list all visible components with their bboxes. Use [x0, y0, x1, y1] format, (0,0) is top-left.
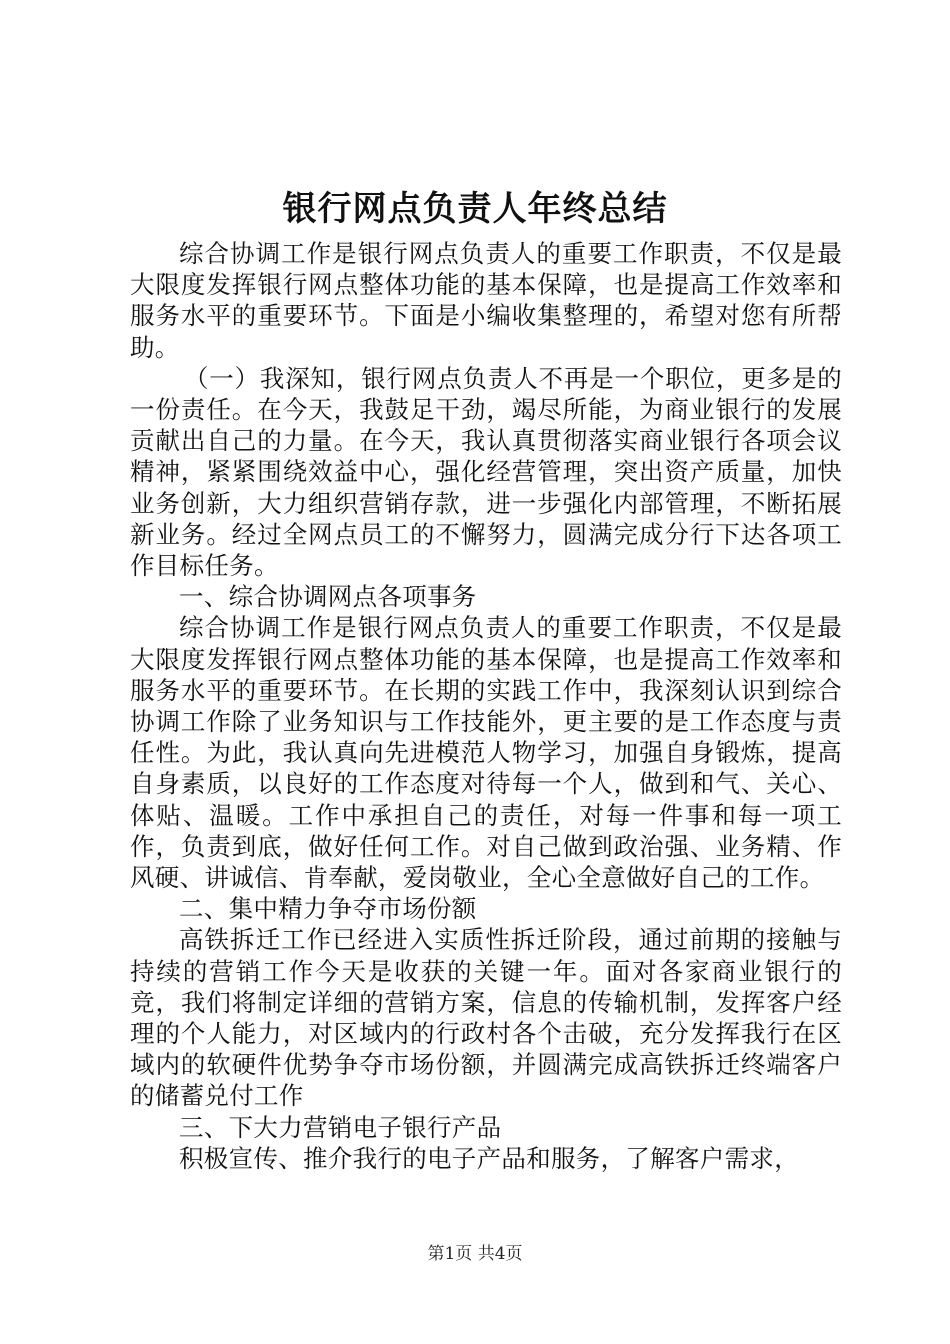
- e-banking-paragraph: 积极宣传、推介我行的电子产品和服务，了解客户需求，: [179, 1143, 799, 1173]
- intro-paragraph: 综合协调工作是银行网点负责人的重要工作职责，不仅是最大限度发挥银行网点整体功能的基本保障，也是提高工作效率和服务水平的重要环节。下面是小编收集整理的，希望对您有所帮助。: [130, 239, 842, 362]
- page-number: 第1页 共4页: [427, 1244, 523, 1264]
- market-share-paragraph: 高铁拆迁工作已经进入实质性拆迁阶段，通过前期的接触与持续的营销工作今天是收获的关键一年。面对各家商业银行的竞，我们将制定详细的营销方案，信息的传输机制，发挥客户经理的个人能力，对区域内的行政村各个击破，充分发挥我行在区域内的软硬件优势争夺市场份额，并圆满完成高铁拆迁终端客户的储蓄兑付工作: [130, 925, 842, 1111]
- heading-coordination: 一、综合协调网点各项事务: [179, 582, 477, 612]
- coordination-paragraph: 综合协调工作是银行网点负责人的重要工作职责，不仅是最大限度发挥银行网点整体功能的基本保障，也是提高工作效率和服务水平的重要环节。在长期的实践工作中，我深刻认识到综合协调工作除了业务知识与工作技能外，更主要的是工作态度与责任性。为此，我认真向先进模范人物学习，加强自身锻炼，提高自身素质，以良好的工作态度对待每一个人，做到和气、关心、体贴、温暖。工作中承担自己的责任，对每一件事和每一项工作，负责到底，做好任何工作。对自己做到政治强、业务精、作风硬、讲诚信、肯奉献，爱岗敬业，全心全意做好自己的工作。: [130, 613, 842, 893]
- section-one-paragraph: （一）我深知，银行网点负责人不再是一个职位，更多是的一份责任。在今天，我鼓足干劲，竭尽所能，为商业银行的发展贡献出自己的力量。在今天，我认真贯彻落实商业银行各项会议精神，紧紧围绕效益中心，强化经营管理，突出资产质量，加快业务创新，大力组织营销存款，进一步强化内部管理，不断拓展新业务。经过全网点员工的不懈努力，圆满完成分行下达各项工作目标任务。: [130, 363, 842, 581]
- heading-market-share: 二、集中精力争夺市场份额: [179, 894, 477, 924]
- document-title: 银行网点负责人年终总结: [282, 189, 668, 229]
- document-body: [130, 238, 842, 1174]
- heading-e-banking: 三、下大力营销电子银行产品: [179, 1112, 502, 1142]
